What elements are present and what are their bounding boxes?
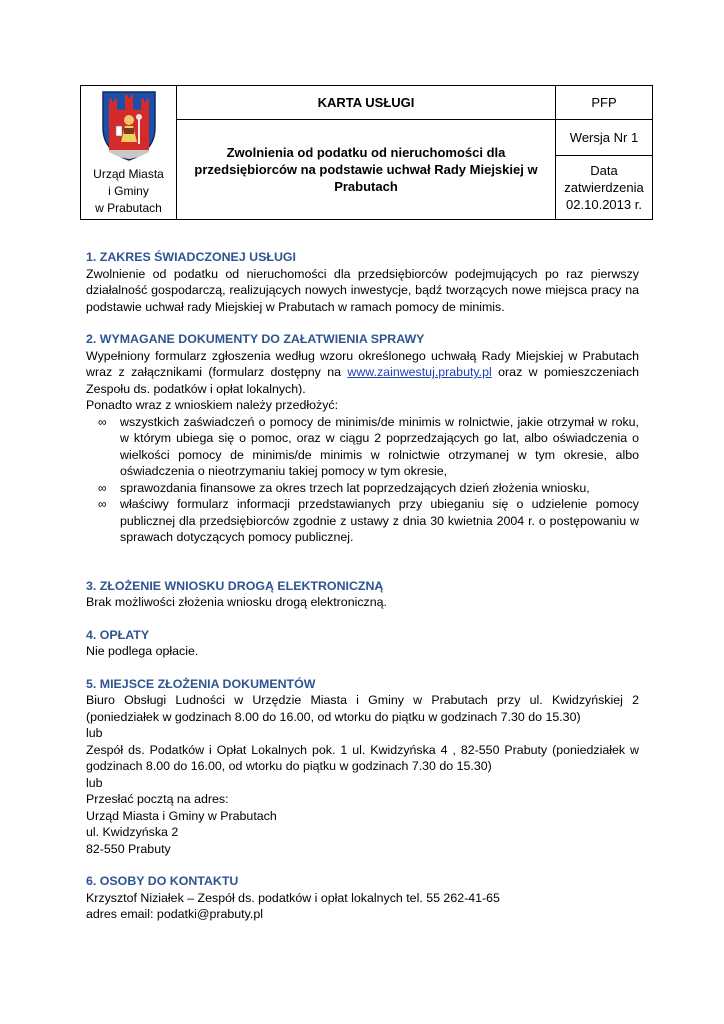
section-text: Nie podlega opłacie. — [86, 644, 199, 658]
mail-intro: Przesłać pocztą na adres: — [86, 792, 229, 806]
address-line-3: 82-550 Prabuty — [86, 841, 171, 856]
section-heading: 2. WYMAGANE DOKUMENTY DO ZAŁATWIENIA SPRAWY — [86, 332, 425, 346]
document-body — [86, 249, 639, 939]
section-heading: 4. OPŁATY — [86, 627, 150, 642]
section-fees — [86, 627, 639, 660]
list-item-text: właściwy formularz informacji przedstawianych przy ubieganiu się o udzielenie pomocy publicznej dla przedsiębiorców zgodnie z ustawy z dnia 30 kwietnia 2004 r. o postępowaniu w sprawach dotyczących pomocy publicznej. — [120, 497, 639, 544]
website-link[interactable]: www.zainwestuj.prabuty.pl — [347, 365, 492, 379]
version: Wersja Nr 1 — [556, 120, 653, 156]
list-item — [98, 414, 639, 480]
place-2: Zespół ds. Podatków i Opłat Lokalnych pok. 1 ul. Kwidzyńska 4 , 82-550 Prabuty (poniedziałek w godzinach 8.00 do 16.00, od wtorku do piątku w godzinach 7.30 do 15.30) — [86, 742, 639, 773]
or-separator: lub — [86, 726, 103, 740]
section-heading: 5. MIEJSCE ZŁOŻENIA DOKUMENTÓW — [86, 676, 316, 691]
contact-email: adres email: podatki@prabuty.pl — [86, 907, 263, 921]
approval-date-cell — [556, 156, 653, 220]
section-scope — [86, 249, 639, 315]
logo-cell — [81, 86, 177, 220]
contact-person: Krzysztof Niziałek – Zespół ds. podatków i opłat lokalnych tel. 55 262-41-65 — [86, 890, 500, 905]
list-item-text: wszystkich zaświadczeń o pomocy de minimis/de minimis w rolnictwie, jakie otrzymał w roku, w którym ubiega się o pomoc, oraz w ciągu 2 poprzedzających go lat, albo oświadczenia o wielkości pomocy de minimis/de minimis w rolnictwie otrzymanej w tym okresie, albo oświadczenia o nieotrzymaniu takiej pomocy w tym okresie, — [120, 414, 639, 478]
office-line-3: w Prabutach — [95, 201, 162, 215]
section-submission-place — [86, 676, 639, 858]
section-text: Zwolnienie od podatku od nieruchomości dla przedsiębiorców podejmujących po raz pierwszy działalność gospodarczą, realizujących nowych inwestycje, bądź tworzących nowe miejsca pracy na podstawie uchwał rady Miejskiej w Prabutach w ramach pomocy de minimis. — [86, 266, 639, 314]
list-item-text: sprawozdania finansowe za okres trzech lat poprzedzających dzień złożenia wniosku, — [120, 480, 590, 495]
attachments-list — [86, 414, 639, 546]
subject-line-1: Zwolnienia od podatku od nieruchomości dla — [226, 145, 506, 160]
card-code: PFP — [556, 86, 653, 120]
attachments-intro: Ponadto wraz z wnioskiem należy przedłożyć: — [86, 398, 339, 412]
section-heading: 3. ZŁOŻENIE WNIOSKU DROGĄ ELEKTRONICZNĄ — [86, 578, 384, 593]
bullet-icon: ∞ — [98, 480, 107, 495]
bullet-icon: ∞ — [98, 497, 107, 511]
service-subject — [177, 120, 556, 220]
address-line-1: Urząd Miasta i Gminy w Prabutach — [86, 808, 277, 823]
date-label-2: zatwierdzenia — [564, 180, 644, 195]
section-required-documents — [86, 331, 639, 562]
section-contact — [86, 873, 639, 923]
date-label-1: Data — [590, 163, 618, 178]
place-1: Biuro Obsługi Ludności w Urzędzie Miasta i Gminy w Prabutach przy ul. Kwidzyńskiej 2 (poniedziałek w godzinach 8.00 do 16.00, od wtorku do piątku w godzinach 7.30 do 15.30) — [86, 693, 639, 724]
address-line-2: ul. Kwidzyńska 2 — [86, 825, 179, 839]
list-item — [98, 496, 639, 546]
office-line-2: i Gminy — [108, 184, 149, 198]
bullet-icon: ∞ — [98, 414, 107, 429]
subject-line-3: Prabutach — [334, 179, 398, 194]
section-electronic-submission — [86, 578, 639, 611]
section-heading: 1. ZAKRES ŚWIADCZONEJ USŁUGI — [86, 250, 296, 264]
section-text — [86, 348, 639, 398]
office-line-1: Urząd Miasta — [93, 167, 164, 181]
subject-line-2: przedsiębiorców na podstawie uchwał Rady Miejskiej w — [194, 162, 538, 177]
coat-of-arms-icon — [100, 90, 158, 162]
header-table — [80, 85, 653, 220]
list-item — [98, 480, 639, 497]
card-title: KARTA USŁUGI — [177, 86, 556, 120]
approval-date: 02.10.2013 r. — [566, 197, 642, 212]
or-separator: lub — [86, 775, 103, 790]
office-name — [81, 162, 176, 217]
section-heading: 6. OSOBY DO KONTAKTU — [86, 874, 239, 888]
text-before-link: Wypełniony formularz zgłoszenia według wzoru określonego uchwałą Rady Miejskiej w Prabutach wraz z załącznikami (formularz dostępny na — [86, 348, 639, 379]
section-text: Brak możliwości złożenia wniosku drogą elektroniczną. — [86, 595, 387, 609]
text-after-link: oraz w pomieszczeniach Zespołu ds. podatków i opłat lokalnych). — [86, 365, 639, 396]
